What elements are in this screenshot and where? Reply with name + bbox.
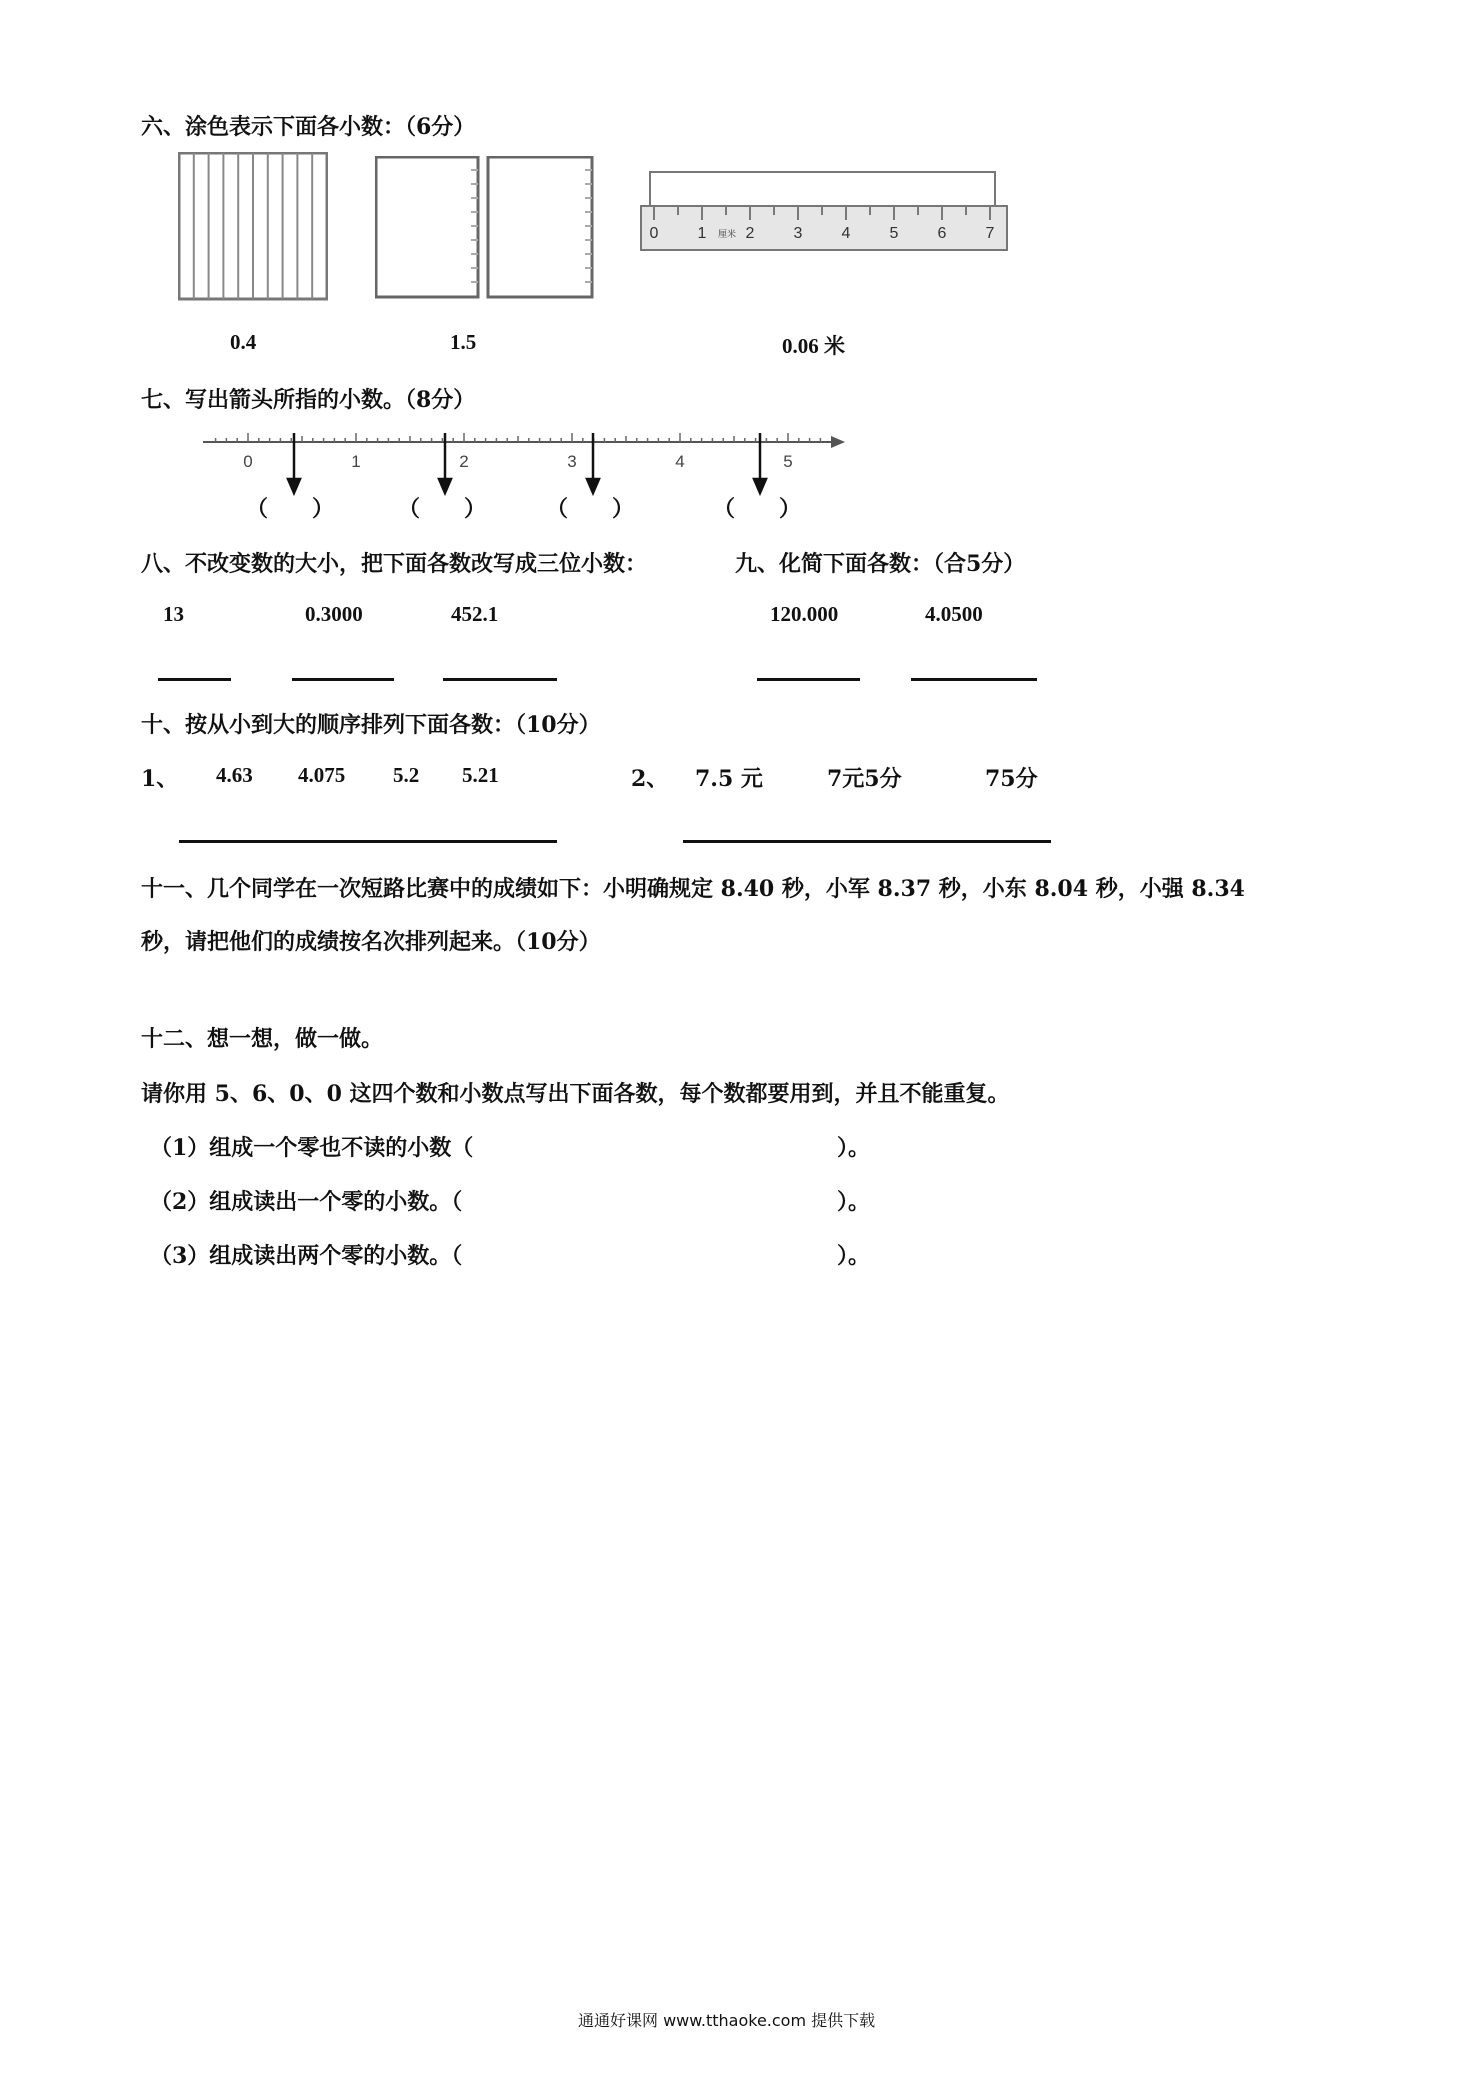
tenths-square-grid — [178, 152, 328, 302]
answer-blank-3[interactable]: （ ） — [546, 496, 635, 522]
answer-line[interactable] — [911, 678, 1037, 681]
ruler-tick-label: 2 — [745, 225, 755, 242]
two-unit-squares — [375, 156, 595, 300]
group-2-item: 7.5 元 — [695, 766, 763, 792]
question-3-end: ）。 — [837, 1243, 871, 1269]
section-7-title: 七、写出箭头所指的小数。（8分） — [141, 387, 476, 413]
question-1-prompt: （1）组成一个零也不读的小数（ — [150, 1135, 474, 1161]
label-0.4: 0.4 — [230, 330, 257, 354]
group-1-label: 1、 — [141, 766, 179, 792]
footer-text: 通通好课网 www.tthaoke.com 提供下载 — [578, 2011, 876, 2030]
numberline-label: 5 — [783, 452, 793, 471]
label-0.06m: 0.06 米 — [782, 334, 845, 358]
sec9-number: 4.0500 — [925, 602, 983, 626]
ruler-tick-label: 1 — [697, 225, 707, 242]
answer-line[interactable] — [158, 678, 231, 681]
sec9-number: 120.000 — [770, 602, 839, 626]
ruler-tick-label: 4 — [841, 225, 851, 242]
sec8-number: 452.1 — [451, 602, 499, 626]
ruler-unit-label: 厘米 — [717, 229, 737, 239]
section-8-title: 八、不改变数的大小，把下面各数改写成三位小数： — [141, 551, 648, 577]
answer-line[interactable] — [683, 840, 1051, 843]
ruler-tick-label: 0 — [649, 225, 659, 242]
numberline-label: 3 — [567, 452, 577, 471]
answer-blank-2[interactable]: （ ） — [398, 496, 487, 522]
ruler-tick-label: 6 — [937, 225, 947, 242]
section-10-title: 十、按从小到大的顺序排列下面各数：（10分） — [141, 712, 601, 738]
numberline-label: 2 — [459, 452, 469, 471]
question-2-prompt: （2）组成读出一个零的小数。（ — [150, 1189, 463, 1215]
answer-line[interactable] — [292, 678, 394, 681]
numberline-label: 0 — [243, 452, 253, 471]
group-1-number: 4.63 — [216, 763, 253, 787]
group-1-number: 5.2 — [393, 763, 420, 787]
section-11-line-1: 十一、几个同学在一次短路比赛中的成绩如下：小明确规定 8.40 秒，小军 8.37 秒，小东 8.04 秒，小强 8.34 — [141, 876, 1245, 902]
section-6-title: 六、涂色表示下面各小数：（6分） — [141, 114, 476, 140]
ruler-figure — [640, 168, 1010, 254]
numberline-label: 1 — [351, 452, 361, 471]
ruler-tick-label: 5 — [889, 225, 899, 242]
group-1-number: 5.21 — [462, 763, 499, 787]
answer-blank-1[interactable]: （ ） — [246, 496, 335, 522]
section-12-intro: 请你用 5、6、0、0 这四个数和小数点写出下面各数，每个数都要用到，并且不能重复。 — [141, 1081, 1010, 1107]
label-1.5: 1.5 — [450, 330, 477, 354]
sec8-number: 0.3000 — [305, 602, 363, 626]
section-11-line-2: 秒，请把他们的成绩按名次排列起来。（10分） — [141, 929, 601, 955]
group-1-number: 4.075 — [298, 763, 346, 787]
section-9-title: 九、化简下面各数：（合5分） — [735, 551, 1026, 577]
numberline-label: 4 — [675, 452, 685, 471]
group-2-label: 2、 — [631, 766, 669, 792]
answer-line[interactable] — [179, 840, 557, 843]
ruler-tick-label: 7 — [985, 225, 995, 242]
sec8-number: 13 — [163, 602, 184, 626]
answer-blank-4[interactable]: （ ） — [713, 496, 802, 522]
section-12-title: 十二、想一想，做一做。 — [141, 1026, 384, 1052]
group-2-item: 7元5分 — [827, 766, 902, 792]
ruler-tick-label: 3 — [793, 225, 803, 242]
question-2-end: ）。 — [837, 1189, 871, 1215]
question-3-prompt: （3）组成读出两个零的小数。（ — [150, 1243, 463, 1269]
answer-line[interactable] — [443, 678, 557, 681]
question-1-end: ）。 — [837, 1135, 871, 1161]
answer-line[interactable] — [757, 678, 860, 681]
group-2-item: 75分 — [985, 766, 1038, 792]
